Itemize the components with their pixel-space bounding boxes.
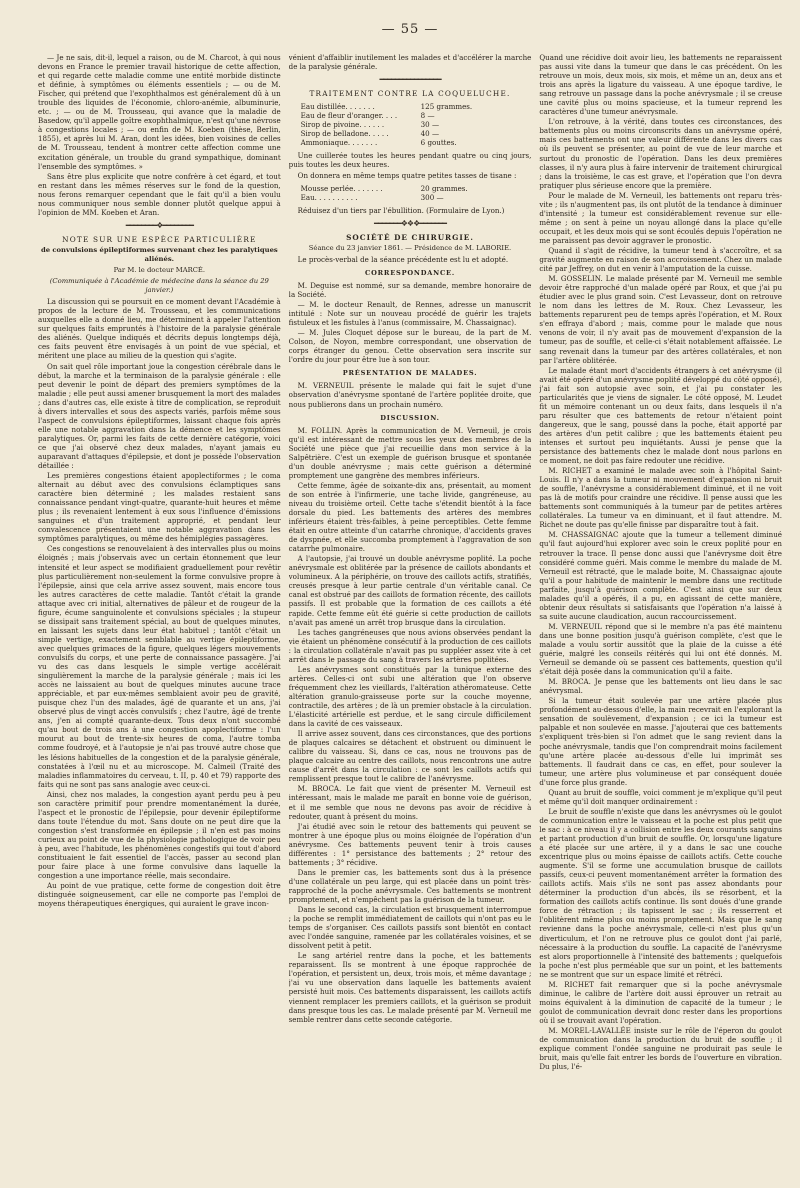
paragraph: Le bruit de souffle n'existe que dans les anévrysmes où le goulot de communication entre le vaisseau et la poche est plus petit que le sac : à ce niveau il y a collision entre les deux courants sanguins et partant production d'un bruit de souffle. Or, lorsqu'une ligature a été placée sur une artère, il y a dans le sac une couche excentrique plus ou moins épaisse de caillots actifs. Cette couche augmente. S'il se forme une accumulation brusque de caillots passifs, ceux-ci peuvent momentanément arrêter la formation des caillots actifs. Mais s'ils ne sont pas assez abondants pour déterminer la production d'un abcès, ils se résorbent, et la formation des caillots actifs continue. Ils sont doués d'une grande force de rétraction ; ils tapissent le sac ; ils resserrent et l'oblitèrent même plus ou moins promptement. Mais que le sang revienne dans la poche anévrysmale, celle-ci n'est plus qu'un diverticulum, et l'on ne retrouve plus ce goulot dont j'ai parlé, nécessaire à la production du souffle. La capacité de l'anévrysme est alors proportionnelle à l'intensité des battements ; quelquefois la poche n'est plus perméable que sur un point, et les battements ne se montrent que sur un espace limité et rétréci. (539, 806, 783, 979)
section-heading: CORRESPONDANCE. (365, 268, 455, 277)
paragraph: M. MOREL-LAVALLÉE insiste sur le rôle de l'éperon du goulot de communication dans la production du bruit de souffle ; il explique comment l'ondée sanguine ne produirait pas seule le bruit, mais qu'elle fait entrer les bords de l'ouverture en vibration. Du plus, l'é- (539, 1025, 783, 1072)
paragraph: Quand une récidive doit avoir lieu, les battements ne reparaissent pas aussi vite dans la tumeur que dans le cas précédent. On les retrouve un mois, deux mois, six mois, et même un an, deux ans et trois ans après la ligature du vaisseau. A une époque tardive, le sang retrouve un passage dans la poche anévrysmale ; il se creuse une cavité plus ou moins spacieuse, et la tumeur reprend les caractères d'une tumeur anévrysmale. (539, 53, 783, 117)
ornament-divider: ━━━━━━━❖❖❖━━━━━━━ (374, 218, 446, 228)
formula-row (301, 129, 491, 138)
ingredient-name: Eau distillée. . . . . . . (300, 102, 375, 112)
column-2 (289, 53, 532, 1188)
paragraph: — Je ne sais, dit-il, lequel a raison, ou de M. Charcot, à qui nous devons en France le premier travail historique de cette affection, et qui regarde cette maladie comme une entité morbide distincte et définie, à symptômes ou éléments essentiels ; — ou de M. Fischer, qui prétend que l'exophthalmos est généralement dû à un trouble des liquides de l'économie, chloro-anémie, albuminurie, etc. ; — ou de M. Trousseau, qui avance que la maladie de Basedow, qu'il appelle goître exophthalmique, n'est qu'une névrose à congestions locales ; — ou enfin de M. Koeben (thèse, Berlin, 1855), et après lui M. Aran, dont les idées, bien voisines de celles de M. Trousseau, tendent à montrer cette affection comme une excitation générale, un trouble du grand sympathique, dominant l'ensemble des symptômes. » (38, 53, 281, 171)
paragraph: Les taches gangréneuses que nous avions observées pendant la vie étaient un phénomène consécutif à la production de ces caillots : la circulation collatérale n'avait pas pu suppléer assez vite à cet arrêt dans le passage du sang à travers les artères poplitées. (288, 627, 532, 664)
ingredient-quantity: 40 — (420, 129, 440, 139)
ingredient-quantity: 20 grammes. (420, 183, 468, 193)
note-subtitle: de convulsions épileptiformes survenant chez les paralytiques aliénés. (40, 245, 278, 263)
paragraph: La discussion qui se poursuit en ce moment devant l'Académie à propos de la lecture de M. Trousseau, et les communications auxquelles elle a donné lieu, me déterminent à appeler l'attention sur quelques faits empruntés à l'histoire de la paralysie générale des aliénés. Quelque indiqués et décrits depuis longtemps déjà, ces faits peuvent être envisagés à un point de vue spécial, et méritent une place au milieu de la question qui s'agite. (38, 297, 281, 361)
societe-title: SOCIÉTÉ DE CHIRURGIE. (346, 232, 474, 242)
seance-line: Séance du 23 janvier 1861. — Présidence de M. LABORIE. (308, 243, 512, 252)
formula-row (301, 102, 491, 111)
communication-note: (Communiquée à l'Académie de médecine dans la séance du 29 janvier.) (49, 277, 269, 295)
paragraph: M. BROCA. Je pense que les battements ont lieu dans le sac anévrysmal. (539, 677, 783, 696)
author: Par M. le docteur MARCÉ. (113, 266, 206, 275)
page-number: — 55 — (381, 22, 439, 37)
paragraph: Une cuillerée toutes les heures pendant quatre ou cinq jours, puis toutes les deux heures. (288, 151, 532, 170)
paragraph: J'ai étudié avec soin le retour des battements qui peuvent se montrer à une époque plus ou moins éloignée de l'opération d'un anévrysme. Ces battements peuvent tenir à trois causes différentes : 1° persistance des battements ; 2° retour des battements ; 3° récidive. (288, 821, 532, 867)
paragraph: Ces congestions se renouvelaient à des intervalles plus ou moins éloignés ; mais j'observais avec un certain étonnement que leur intensité et leur aspect se modifiaient graduellement pour revêtir plus particulièrement non-seulement la forme convulsive propre à l'épilepsie, ainsi que cela arrive assez souvent, mais encore tous les autres caractères de cette maladie. Tantôt c'était la grande attaque avec cri initial, alternatives de pâleur et de rougeur de la figure, écume sanguinolente et convulsions spéciales ; la stupeur se dissipait sans traitement spécial, au bout de quelques minutes, en laissant les sujets dans leur état habituel ; tantôt c'était un simple vertige, exactement semblable au vertige épileptiforme, avec quelques grimaces de la figure, quelques légers mouvements convulsifs du corps, et une perte de connaissance passagère. J'ai vu des cas dans lesquels le simple vertige accélérait singulièrement la marche de la paralysie générale ; mais ici les accès ne laissaient au bout de quelques minutes aucune trace appréciable, et par eux-mêmes semblaient avoir peu de gravité, puisque chez l'un des malades, âgé de quarante et un ans, j'ai observé plus de vingt accès convulsifs ; chez l'autre, âgé de trente ans, j'en ai compté quarante-deux. Tous deux n'ont succombé qu'au bout de trois ans à une congestion apoplectiforme : l'un mourut au bout de trente-six heures de coma, l'autre tomba comme foudroyé, et à l'autopsie je n'ai pas trouvé autre chose que les lésions habituelles de la congestion et de la paralysie générale, constatées à l'œil nu et au microscope. M. Calmeil (Traité des maladies inflammatoires du cerveau, t. II, p. 40 et 79) rapporte des faits qui ne sont pas sans analogie avec ceux-ci. (38, 544, 281, 789)
paragraph: Sans être plus explicite que notre confrère à cet égard, et tout en restant dans les mêmes réserves sur le fond de la question, nous ferons remarquer cependant que le fait qu'il a bien voulu nous communiquer nous semble donner plutôt quelque appui à l'opinion de MM. Koeben et Aran. (38, 171, 281, 217)
ingredient-name: Eau de fleur d'oranger. . . . (300, 111, 398, 121)
formula-2 (301, 184, 532, 202)
paragraph: Quand il s'agit de récidive, la tumeur tend à s'accroître, et sa gravité augmente en raison de son accroissement. Chez un malade cité par Jeffrey, on dut en venir à l'amputation de la cuisse. (539, 245, 783, 274)
ingredient-name: Mousse perlée. . . . . . . (300, 183, 383, 193)
column-3 (539, 53, 782, 1188)
ingredient-quantity: 6 gouttes. (420, 138, 457, 148)
paragraph: M. BROCA. Le fait que vient de présenter M. Verneuil est intéressant, mais le malade me paraît en bonne voie de guérison, et il me semble que nous ne devons pas avoir de récidive à redouter, quant à présent du moins. (288, 784, 532, 821)
paragraph: Le procès-verbal de la séance précédente est lu et adopté. (297, 254, 509, 264)
paragraph: Dans le second cas, la circulation est brusquement interrompue ; la poche se remplit immédiatement de caillots qui n'ont pas eu le temps de s'organiser. Ces caillots passifs sont bientôt en contact avec l'ondée sanguine, ramenée par les collatérales voisines, et se dissolvent petit à petit. (288, 905, 532, 951)
ornament-divider: ━━━━━━━━❖━━━━━━━━ (125, 220, 193, 230)
paragraph: M. RICHET fait remarquer que si la poche anévrysmale diminue, le calibre de l'artère doit aussi éprouver un retrait au moins équivalent à la diminution de capacité de la tumeur ; le goulot de communication devrait donc rester dans les proportions où il se trouvait avant l'opération. (539, 979, 783, 1025)
paragraph: M. VERNEUIL répond que si le membre n'a pas été maintenu dans une bonne position jusqu'à guérison complète, c'est que le malade a voulu sortir aussitôt que la plaie de la cuisse a été guérie, malgré les conseils réitérés qui lui ont été donnés. M. Verneuil se demande où se passent ces battements, question qu'il s'était déjà posée dans la communication qu'il a faite. (539, 621, 783, 677)
ingredient-quantity: 8 — (420, 111, 435, 121)
paragraph: On donnera en même temps quatre petites tasses de tisane : (297, 170, 517, 180)
ingredient-name: Sirop de pivoine. . . . . . (300, 120, 385, 130)
column-1 (38, 53, 281, 1188)
paragraph: M. RICHET a examiné le malade avec soin à l'hôpital Saint-Louis. Il n'y a dans la tumeur ni mouvement d'expansion ni bruit de souffle, l'anévrysme a considérablement diminué, et il ne voit pas là de motifs pour craindre une récidive. Il pense aussi que les battements sont communiqués à la tumeur par de petites artères collatérales. La tumeur va en diminuant, et il faut attendre. M. Richet ne doute pas qu'elle finisse par disparaître tout à fait. (539, 466, 783, 530)
formula-row (301, 111, 491, 120)
ornament-divider: ━━━━━━━━━━━━━━━━ (379, 75, 441, 85)
paragraph: M. VERNEUIL présente le malade qui fait le sujet d'une observation d'anévrysme spontané de l'artère poplitée droite, que nous publierons dans un prochain numéro. (288, 381, 532, 409)
paragraph: Les premières congestions étaient apoplectiformes ; le coma alternait au début avec des convulsions éclamptiques sans caractère bien déterminé ; les malades restaient sans connaissance pendant vingt-quatre, quarante-huit heures et même plus ; ils revenaient lentement à eux sous l'influence d'émissions sanguines et d'un traitement approprié, et pendant leur convalescence présentaient une notable aggravation dans les symptômes paralytiques, ou même des hémiplégies passagères. (38, 471, 281, 544)
ingredient-name: Eau. . . . . . . . . . (300, 192, 358, 202)
paragraph: L'on retrouve, à la vérité, dans toutes ces circonstances, des battements plus ou moins circonscrits dans un anévrysme opéré, mais ces battements ont une valeur différente dans les divers cas où ils peuvent se présenter, au point de vue de leur marche et surtout du pronostic de l'opération. Dans les deux premières classes, il n'y aura plus à faire intervenir de traitement chirurgical ; dans la troisième, le cas est grave, et l'opération que l'on devra pratiquer plus sérieuse encore que la première. (539, 117, 783, 190)
paragraph: Les anévrysmes sont constitués par la tunique externe des artères. Celles-ci ont subi une altération que l'on observe fréquemment chez les vieillards, l'altération athéromateuse. Cette altération granulo-graisseuse porte sur la couche moyenne, contractile, des artères ; de là un premier obstacle à la circulation. L'élasticité artérielle est perdue, et le sang circule difficilement dans la cavité de ces vaisseaux. (288, 664, 532, 729)
paragraph: Pour le malade de M. Verneuil, les battements ont reparu très-vite ; ils n'augmentent pas, ils ont plutôt de la tendance à diminuer d'intensité ; la tumeur est considérablement revenue sur elle-même ; on sent à peine un noyau allongé dans la place qu'elle occupait, et les deux mois qui se sont écoulés depuis l'opération ne me paraissent pas devoir aggraver le pronostic. (539, 190, 783, 245)
formula-row (301, 138, 491, 147)
ingredient-quantity: 30 — (420, 120, 440, 130)
ingredient-quantity: 300 — (420, 192, 444, 202)
columns (38, 53, 782, 1188)
paragraph: Cette femme, âgée de soixante-dix ans, présentait, au moment de son entrée à l'infirmerie, une tache livide, gangréneuse, au niveau du troisième orteil. Cette tache s'étendit bientôt à la face dorsale du pied. Les battements des artères des membres inférieurs étaient très-faibles, à peine perceptibles. Cette femme était en outre atteinte d'un catarrhe chronique, d'accidents graves de dyspnée, et elle succomba promptement à l'aggravation de son catarrhe pulmonaire. (288, 480, 532, 554)
paragraph: M. Deguise est nommé, sur sa demande, membre honoraire de la Société. (288, 280, 532, 299)
formula-row (301, 184, 491, 193)
formula-1 (301, 102, 532, 147)
paragraph: Dans le premier cas, les battements sont dus à la présence d'une collatérale un peu large, qui est placée dans un point très-rapproché de la poche anévrysmale. Ces battements se montrent promptement, et n'empêchent pas la guérison de la tumeur. (288, 867, 532, 904)
paragraph: A l'autopsie, j'ai trouvé un double anévrysme poplité. La poche anévrysmale est oblitérée par la présence de caillots abondants et volumineux. A la périphérie, on trouve des caillots actifs, stratifiés, creusés presque à leur partie centrale d'un véritable canal. Ce canal est obstrué par des caillots de formation récente, des caillots passifs. Il est probable que la formation de ces caillots a été rapide. Cette femme eût été guérie si cette production de caillots n'avait pas amené un arrêt trop brusque dans la circulation. (288, 554, 532, 627)
section-heading: DISCUSSION. (380, 413, 440, 422)
ingredient-quantity: 125 grammes. (420, 102, 473, 112)
paragraph: Si la tumeur était soulevée par une artère placée plus profondément au-dessous d'elle, la main recevrait en l'explorant la sensation de soulèvement, d'expansion ; ce ici la tumeur est palpable et non soulevée en masse. J'ajouterai que ces battements s'expliquent très-bien si l'on admet que le sang revient dans la poche anévrysmale, tandis que l'on comprendrait moins facilement qu'une artère placée au-dessous d'elle lui imprimât ses battements. Il faudrait dans ce cas, en effet, pour soulever la tumeur, une artère plus volumineuse et par conséquent douée d'une force plus grande. (539, 696, 783, 787)
paragraph: Le malade étant mort d'accidents étrangers à cet anévrysme (il avait été opéré d'un anévrysme poplité développé du côté opposé), j'ai fait son autopsie avec soin, et j'ai pu constater les particularités que je viens de signaler. Le côté opposé, M. Leudet fit un mémoire contenant un ou deux faits, dans lesquels il n'a paru résulter que ces battements de retour n'étaient point dangereux, que le sang, poussé dans la poche, était apporté par des artères d'un petit calibre ; que les battements étaient peu intenses et surtout peu inquiétants. Aussi je pense que la persistance des battements chez le malade dont nous parlons en ce moment, ne doit pas faire redouter une récidive. (539, 365, 783, 466)
paragraph: M. GOSSELIN. Le malade présenté par M. Verneuil me semble devoir être rapproché d'un malade opéré par Roux, et que j'ai pu étudier avec le plus grand soin. C'est Levasseur, dont on retrouve le nom dans les lettres de M. Roux. Chez Levasseur, les battements reparurent peu de temps après l'opération, et M. Roux s'en effraya d'abord ; mais, comme pour le malade que nous venons de voir, il n'y avait pas de mouvement d'expansion de la tumeur, pas de souffle, et celle-ci s'était notablement affaissée. Le sang revenait dans la tumeur par des artères collatérales, et non par l'artère oblitérée. (539, 274, 783, 365)
ingredient-name: Ammoniaque. . . . . . . (300, 138, 378, 148)
paragraph: On sait quel rôle important joue la congestion cérébrale dans le début, la marche et la terminaison de la paralysie générale : elle peut devenir le point de départ des premiers symptômes de la maladie ; elle peut aussi amener brusquement la mort des malades ; dans d'autres cas, elle existe à titre de complication, se reproduit à divers intervalles et sous des aspects variés, parfois même sous l'aspect de convulsions épileptiformes, laissant chaque fois après elle une notable aggravation dans la démence et les symptômes paralytiques. Or, parmi les faits de cette dernière catégorie, voici ce que j'ai observé chez deux malades, n'ayant jamais eu auparavant d'attaques d'épilepsie, et dont je possède l'observation détaillée : (38, 361, 281, 471)
paragraph: M. FOLLIN. Après la communication de M. Verneuil, je crois qu'il est intéressant de mettre sous les yeux des membres de la Société une pièce que j'ai recueillie dans mon service à la Salpêtrière. C'est un exemple de guérison brusque et spontanée d'un double anévrysme ; mais cette guérison a déterminé promptement une gangrène des membres inférieurs. (288, 425, 532, 480)
section-heading: PRÉSENTATION DE MALADES. (342, 369, 478, 378)
formula-row (301, 120, 491, 129)
traitement-title: TRAITEMENT CONTRE LA COQUELUCHE. (309, 89, 511, 99)
paragraph: Ainsi, chez nos malades, la congestion ayant perdu peu à peu son caractère primitif pour prendre momentanément la durée, l'aspect et le pronostic de l'épilepsie, pour devenir épileptiforme dans toute l'étendue du mot. Sans doute on ne peut dire que la congestion s'est transformée en épilepsie ; il n'en est pas moins curieux au point de vue de la physiologie pathologique de voir peu à peu, avec l'habitude, les phénomènes congestifs qui tout d'abord constituaient le fait essentiel de l'accès, passer au second plan pour faire place à une forme convulsive dans laquelle la congestion a une importance réelle, mais secondaire. (38, 789, 281, 881)
paragraph: M. CHASSAIGNAC ajoute que la tumeur a tellement diminué qu'il faut aujourd'hui explorer avec soin le creux poplité pour en retrouver la trace. Il pense donc aussi que l'anévrysme doit être considéré comme guéri. Mais comme le membre du malade de M. Verneuil est rétracté, que le malade boite, M. Chassaignac ajoute qu'il a pour habitude de maintenir le membre dans une rectitude parfaite, jusqu'à guérison complète. C'est ainsi que sur deux malades qu'il a opérés, il a pu, en agissant de cette manière, obtenir deux résultats si satisfaisants que l'opération n'a laissé à sa suite aucune claudication, aucun raccourcissement. (539, 530, 783, 621)
note-title: NOTE SUR UNE ESPÈCE PARTICULIÈRE (62, 234, 257, 244)
paragraph: Quant au bruit de souffle, voici comment je m'explique qu'il peut et même qu'il doit manquer ordinairement : (539, 787, 783, 806)
paragraph: Réduisez d'un tiers par l'ébullition. (Formulaire de Lyon.) (297, 205, 505, 215)
paragraph: — M. Jules Cloquet dépose sur le bureau, de la part de M. Colson, de Noyon, membre correspondant, une observation de corps étranger du genou. Cette observation sera inscrite sur l'ordre du jour pour être lue à son tour. (288, 328, 532, 365)
paragraph: Le sang artériel rentre dans la poche, et les battements reparaissent. Ils se montrent à une époque rapprochée de l'opération, et persistent un, deux, trois mois, et même davantage ; j'ai vu une observation dans laquelle les battements avaient persisté huit mois. Ces battements disparaissent, les caillots actifs viennent remplacer les premiers caillots, et la guérison se produit dans presque tous les cas. Le malade présenté par M. Verneuil me semble rentrer dans cette seconde catégorie. (288, 951, 532, 1024)
formula-row (301, 193, 491, 202)
ingredient-name: Sirop de belladone. . . . . (300, 129, 389, 139)
paragraph: — M. le docteur Renault, de Rennes, adresse un manuscrit intitulé : Note sur un nouveau procédé de guérir les trajets fistuleux et les fistules à l'anus (commissaire, M. Chassaignac). (288, 300, 532, 328)
paragraph: Au point de vue pratique, cette forme de congestion doit être distinguée soigneusement, car elle ne comporte pas l'emploi de moyens thérapeutiques énergiques, qui auraient le grave incon- (38, 881, 281, 909)
paragraph: Il arrive assez souvent, dans ces circonstances, que des portions de plaques calcaires se détachent et obstruent ou diminuent le calibre du vaisseau. Si, dans ce cas, nous ne trouvons pas de plaque calcaire au centre des caillots, nous rencontrons une autre cause d'arrêt dans la circulation : ce sont les caillots actifs qui remplissent presque tout le calibre de l'anévrysme. (288, 729, 532, 784)
paragraph: vénient d'affaiblir inutilement les malades et d'accélérer la marche de la paralysie générale. (288, 53, 532, 72)
